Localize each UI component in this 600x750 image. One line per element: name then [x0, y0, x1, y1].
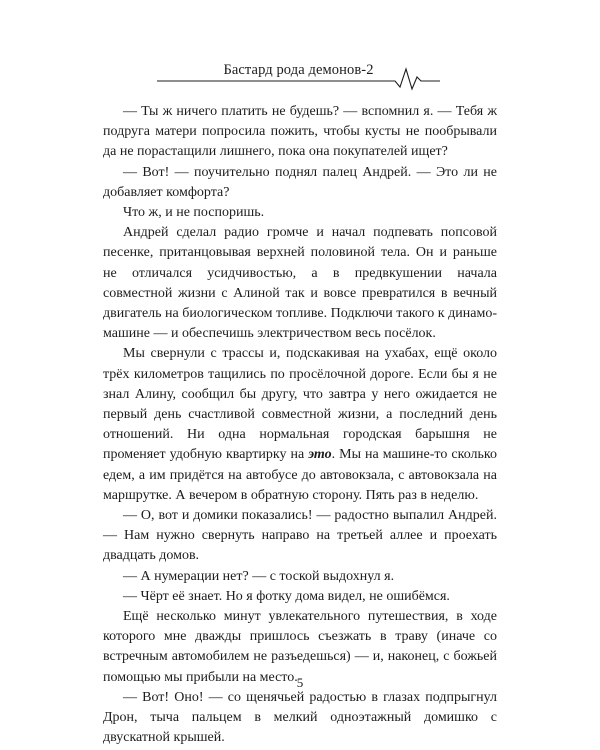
paragraph: Андрей сделал радио громче и начал подпевать попсовой песенке, пританцовывая верхней половиной тела. Он и раньше не отличался усидчивостью, а в предвкушении начала совместной жизни с Алиной так и вовсе превратился в вечный двигатель на биологическом топливе. Подключи такого к динамо-машине — и обеспечишь электричеством весь посёлок. — [103, 225, 497, 342]
book-title: Бастард рода демонов-2 — [223, 62, 374, 78]
page-number: 5 — [296, 675, 304, 690]
paragraph: — Вот! Оно! — со щенячьей радостью в глазах подпрыгнул Дрон, тыча пальцем в мелкий одноэтажный домишко с двускатной крышей. — [103, 689, 497, 746]
paragraph: — Вот! — поучительно поднял палец Андрей. — Это ли не добавляет комфорта? — [103, 164, 497, 200]
paragraph: — Чёрт её знает. Но я фотку дома видел, не ошибёмся. — [123, 588, 450, 604]
chapter-body — [103, 102, 497, 749]
paragraph: Что ж, и не поспоришь. — [123, 205, 265, 221]
paragraph: — О, вот и домики показались! — радостно выпалил Андрей. — Нам нужно свернуть направо на третьей аллее и проехать двадцать домов. — [103, 508, 497, 564]
paragraph — [103, 344, 497, 506]
paragraph-text: . Мы на машине-то сколько едем, а им придётся на автобусе до автовокзала, с автовокзала на маршрутке. А вечером в обратную сторону. Пять раз в неделю. — [103, 447, 497, 503]
paragraph: — А нумерации нет? — с тоской выдохнул я. — [123, 568, 395, 584]
heartbeat-divider-icon — [157, 56, 440, 92]
paragraph-text: Мы свернули с трассы и, подскакивая на ухабах, ещё около трёх километров тащились по просёлочной дороге. Если бы я не знал Алину, сообщил бы другу, что завтра у него ожидается не первый день счастливой совместной жизни, а последний день отношений. Ни одна нормальная городская барышня не променяет удобную квартирку на — [103, 346, 497, 463]
paragraph: — Ты ж ничего платить не будешь? — вспомнил я. — Тебя ж подруга матери попросила пожить, чтобы кусты не пообрывали да не порастащили лишнего, пока она покупателей ищет? — [103, 104, 497, 160]
paragraph: Ещё несколько минут увлекательного путешествия, в ходе которого мне дважды пришлось съезжать в траву (иначе со встречным автомобилем не разъедешься) — и, наконец, с божьей помощью мы прибыли на место. — [103, 609, 497, 685]
running-header — [157, 56, 440, 92]
emphasized-word: это — [308, 447, 332, 463]
